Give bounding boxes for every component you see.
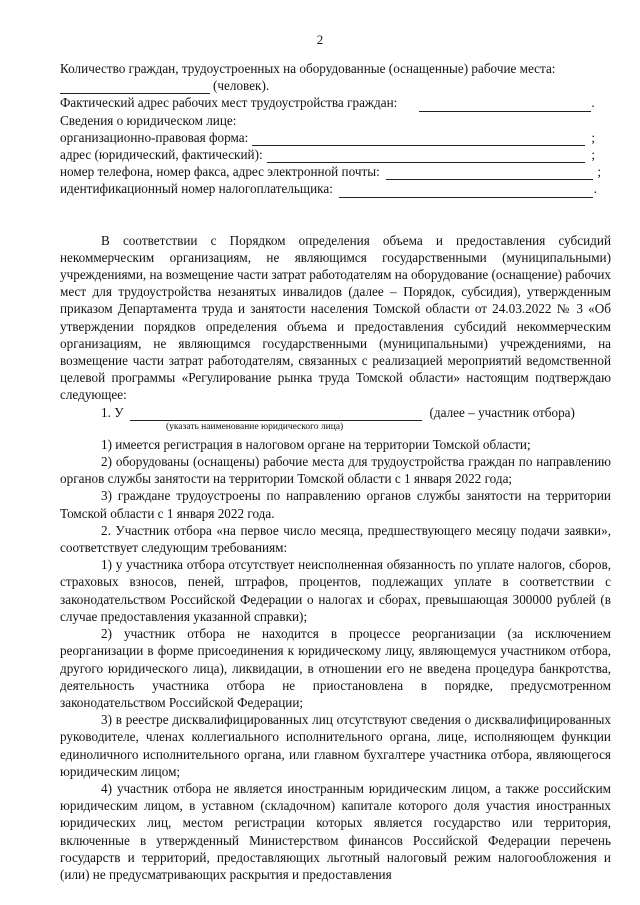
contacts-blank[interactable] [386, 166, 594, 180]
address-blank[interactable] [267, 149, 586, 163]
item1-prefix: 1. У [101, 404, 124, 420]
legal-form-label: организационно-правовая форма: [60, 129, 249, 145]
item2-sub2: 2) участник отбора не находится в процессе реорганизации (за исключением реорганизации в форме присоединения к юридическому лицу, являющемуся участником отбора, другого юридического лица), ликвидации, в отношении его не введена процедура банкротства, деятельность участника отбора не приостановлена в порядке, предусмотренном законодательством Российской Федерации; [60, 626, 611, 710]
citizens-count-blank[interactable] [60, 80, 210, 94]
workplace-address-blank[interactable] [419, 98, 591, 112]
address-row [60, 146, 611, 163]
legal-form-end: ; [591, 129, 595, 145]
contacts-end: ; [597, 164, 601, 180]
inn-blank[interactable] [339, 184, 593, 198]
item2-sub4: 4) участник отбора не является иностранным юридическим лицом, а также российским юридическим лицом, в уставном (складочном) капитале которого доля участия иностранных юридических лиц, местом регистрации которых является государство или территория, включенные в утвержденный Министерством финансов Российской Федерации перечень государств и территорий, предоставляющих льготный налоговый режим налогообложения и (или) не предусматривающих раскрытия и предоставления [60, 780, 611, 882]
workplace-address-row [60, 94, 611, 111]
item2-sub3: 3) в реестре дисквалифицированных лиц отсутствуют сведения о дисквалифицированных руководителе, членах коллегиального исполнительного органа, лице, исполняющем функции единоличного исполнительного органа, или главном бухгалтере участника отбора, являющегося юридическим лицом; [60, 712, 611, 779]
legal-entity-heading: Сведения о юридическом лице: [60, 112, 237, 128]
workplace-address-label: Фактический адрес рабочих мест трудоустройства граждан: [60, 95, 398, 111]
address-label: адрес (юридический, фактический): [60, 147, 263, 163]
page-number: 2 [316, 32, 324, 47]
legal-form-row [60, 129, 611, 146]
citizens-count-row [60, 77, 611, 94]
inn-end: . [593, 181, 597, 197]
inn-label: идентификационный номер налогоплательщика: [60, 181, 333, 197]
legal-form-blank[interactable] [252, 132, 585, 146]
item1-suffix: (далее – участник отбора) [429, 404, 575, 420]
item2-sub1: 1) у участника отбора отсутствует неисполненная обязанность по уплате налогов, сборов, страховых взносов, пеней, штрафов, процентов, подлежащих уплате в соответствии с законодательством Российской Федерации о налогах и сборах, превышающая 300000 рублей (в случае предоставления указанной справки); [60, 557, 611, 624]
citizens-count-unit: (человек). [213, 78, 270, 94]
item1-sub1: 1) имеется регистрация в налоговом органе на территории Томской области; [101, 436, 531, 452]
inn-row [60, 180, 611, 197]
item1-sub2: 2) оборудованы (оснащены) рабочие места для трудоустройства граждан по направлению органов службы занятости на территории Томской области с 1 января 2022 года; [60, 454, 611, 487]
item1-row [60, 404, 611, 421]
participant-name-caption: (указать наименование юридического лица) [166, 421, 344, 432]
item1-sub3: 3) граждане трудоустроены по направлению органов службы занятости на территории Томской области с 1 января 2022 года. [60, 488, 611, 521]
citizens-count-label: Количество граждан, трудоустроенных на оборудованные (оснащенные) рабочие места: [60, 61, 556, 76]
contacts-label: номер телефона, номер факса, адрес электронной почты: [60, 164, 380, 180]
contacts-row [60, 163, 611, 180]
participant-name-blank[interactable] [130, 407, 422, 421]
address-end: ; [591, 147, 595, 163]
document-body [60, 60, 611, 883]
intro-paragraph: В соответствии с Порядком определения объема и предоставления субсидий некоммерческим организациям, не являющимся государственными (муниципальными) учреждениями, на возмещение части затрат работодателям на оборудование (оснащение) рабочих мест для трудоустройства незанятых инвалидов (далее – Порядок, субсидия), утвержденным приказом Департамента труда и занятости населения Томской области от 24.03.2022 № 3 «Об утверждении порядков определения объема и предоставления субсидий некоммерческим организациям, не являющимся государственными (муниципальными) учреждениями, на возмещение части затрат работодателям, связанных с реализацией мероприятий ведомственной целевой программы «Регулирование рынка труда Томской области» настоящим подтверждаю следующее: [60, 232, 611, 403]
workplace-address-end: . [591, 95, 595, 111]
item2-intro: 2. Участник отбора «на первое число месяца, предшествующего месяцу подачи заявки», соответствует следующим требованиям: [60, 522, 611, 556]
